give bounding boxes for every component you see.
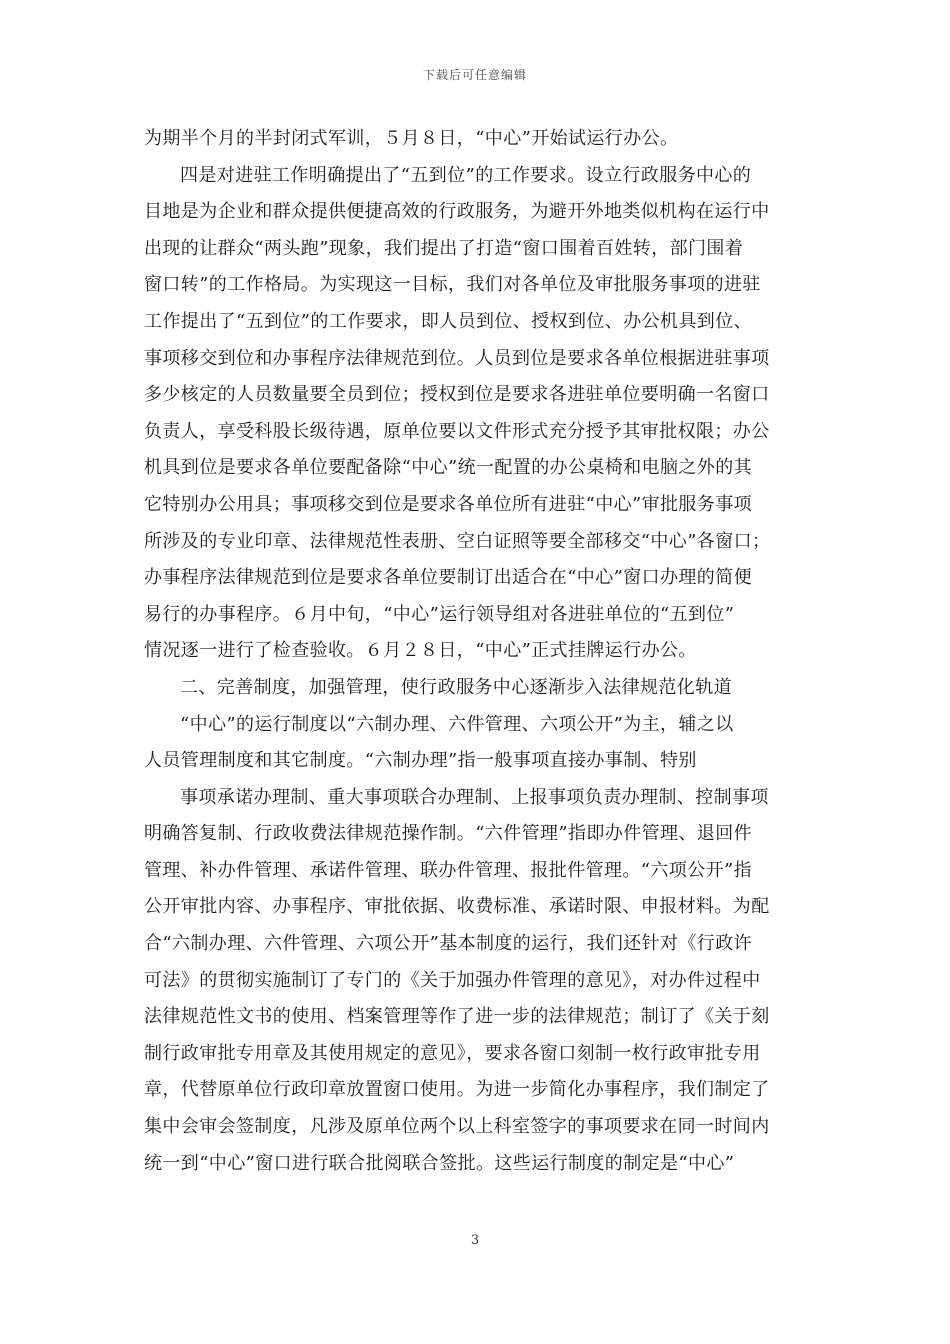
body-line: 情况逐一进行了检查验收。６月２８日，“中心”正式挂牌运行办公。 [144,640,697,662]
body-line: 负责人，享受科股长级待遇，原单位要以文件形式充分授予其审批权限；办公 [144,420,770,442]
body-line: 多少核定的人员数量要全员到位；授权到位是要求各进驻单位要明确一名窗口 [144,384,770,406]
body-line: 合“六制办理、六件管理、六项公开”基本制度的运行，我们还针对《行政许 [144,933,753,955]
body-line: 公开审批内容、办事程序、审批依据、收费标准、承诺时限、申报材料。为配 [144,896,770,918]
body-line: 二、完善制度，加强管理，使行政服务中心逐渐步入法律规范化轨道 [180,676,732,698]
body-line: 制行政审批专用章及其使用规定的意见》，要求各窗口刻制一枚行政审批专用 [144,1042,761,1064]
body-line: 目地是为企业和群众提供便捷高效的行政服务，为避开外地类似机构在运行中 [144,201,770,223]
page-number: 3 [470,1233,480,1248]
document-body [144,121,808,1182]
page-header: 下载后可任意编辑 [422,68,527,82]
body-line: 人员管理制度和其它制度。“六制办理”指一般事项直接办事制、特别 [144,750,697,772]
body-line: 集中会审会签制度，凡涉及原单位两个以上科室签字的事项要求在同一时间内 [144,1116,770,1138]
body-line: 事项移交到位和办事程序法律规范到位。人员到位是要求各单位根据进驻事项 [144,347,770,369]
body-line: 四是对进驻工作明确提出了“五到位”的工作要求。设立行政服务中心的 [180,164,752,186]
body-line: 事项承诺办理制、重大事项联合办理制、上报事项负责办理制、控制事项 [180,786,769,808]
body-line: 出现的让群众“两头跑”现象，我们提出了打造“窗口围着百姓转，部门围着 [144,237,744,259]
body-line: 为期半个月的半封闭式军训，５月８日，“中心”开始试运行办公。 [144,128,679,149]
body-line: 工作提出了“五到位”的工作要求，即人员到位、授权到位、办公机具到位、 [144,310,753,332]
body-line: 窗口转”的工作格局。为实现这一目标，我们对各单位及审批服务事项的进驻 [144,274,761,296]
body-line: 易行的办事程序。６月中旬，“中心”运行领导组对各进驻单位的“五到位” [144,603,735,625]
body-line: “中心”的运行制度以“六制办理、六件管理、六项公开”为主，辅之以 [180,713,734,735]
body-line: 统一到“中心”窗口进行联合批阅联合签批。这些运行制度的制定是“中心” [144,1152,735,1174]
body-line: 它特别办公用具；事项移交到位是要求各单位所有进驻“中心”审批服务事项 [144,493,753,515]
body-line: 法律规范性文书的使用、档案管理等作了进一步的法律规范；制订了《关于刻 [144,1006,770,1028]
body-line: 机具到位是要求各单位要配备除“中心”统一配置的办公桌椅和电脑之外的其 [144,457,753,479]
body-line: 办事程序法律规范到位是要求各单位要制订出适合在“中心”窗口办理的简便 [144,567,753,589]
body-line: 明确答复制、行政收费法律规范操作制。“六件管理”指即办件管理、退回件 [144,823,753,845]
body-line: 可法》的贯彻实施制订了专门的《关于加强办件管理的意见》，对办件过程中 [144,969,761,991]
body-line: 所涉及的专业印章、法律规范性表册、空白证照等要全部移交“中心”各窗口； [144,530,771,552]
body-line: 章，代替原单位行政印章放置窗口使用。为进一步简化办事程序，我们制定了 [144,1079,770,1101]
body-line: 管理、补办件管理、承诺件管理、联办件管理、报批件管理。“六项公开”指 [144,859,753,881]
